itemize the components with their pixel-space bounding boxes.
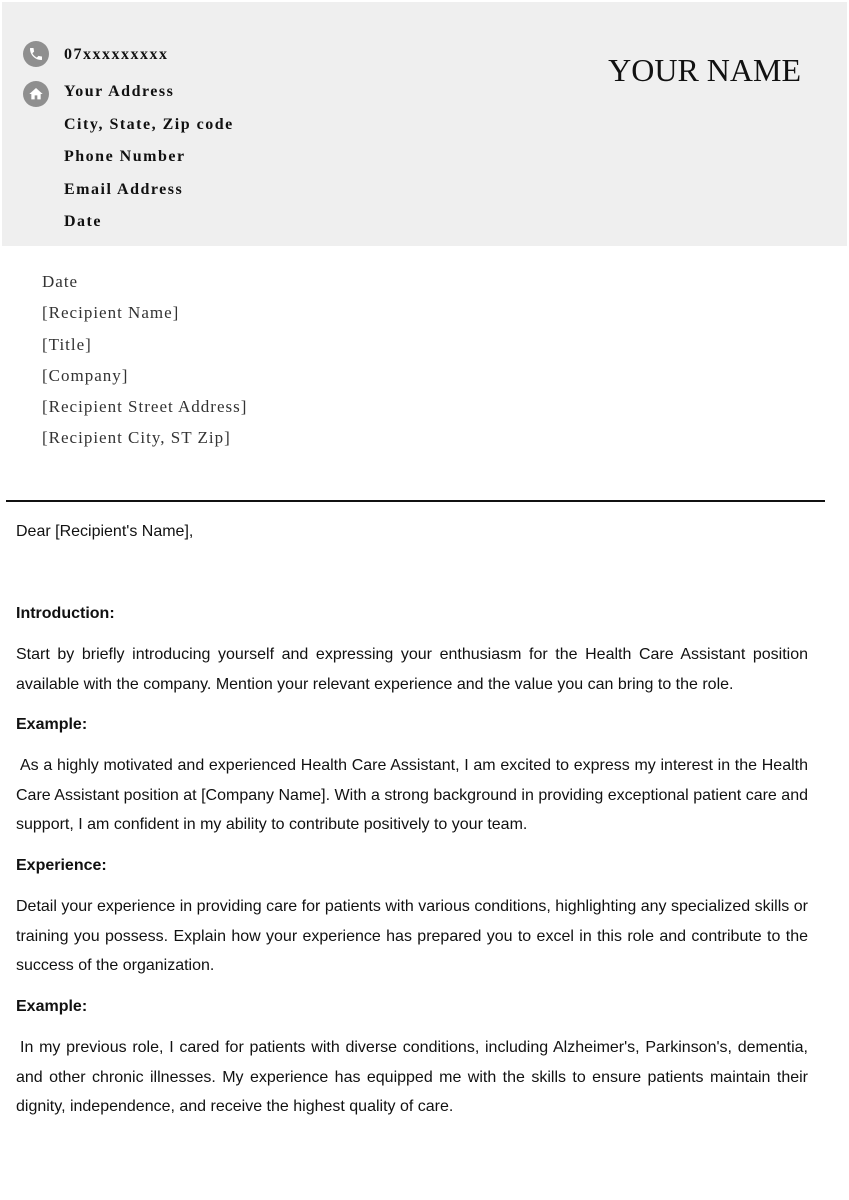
experience-text: Detail your experience in providing care for patients with various conditions, highlighting any specialized skills or training you possess. Explain how your experience has prepared you to excel in this role and contribute to the success of the organization. <box>16 898 808 974</box>
recipient-title: [Title] <box>42 335 92 354</box>
header-city-state-zip: City, State, Zip code <box>64 116 234 133</box>
sender-name: YOUR NAME <box>608 52 801 88</box>
recipient-name: [Recipient Name] <box>42 303 180 322</box>
intro-text: Start by briefly introducing yourself and expressing your enthusiasm for the Health Care Assistant position available with the company. Mention your relevant experience and the value you can bring to the role. <box>16 646 808 693</box>
divider-line <box>6 500 825 502</box>
recipient-street: [Recipient Street Address] <box>42 397 248 416</box>
example2-paragraph <box>16 1033 808 1122</box>
experience-heading-text: Experience: <box>16 857 107 874</box>
intro-heading-text: Introduction: <box>16 605 115 622</box>
experience-paragraph <box>16 892 808 981</box>
header-email-address: Email Address <box>64 181 184 198</box>
header-date: Date <box>64 213 102 230</box>
intro-heading <box>16 599 808 629</box>
recipient-city: [Recipient City, ST Zip] <box>42 428 231 447</box>
header-address: Your Address <box>64 83 175 100</box>
example2-heading-text: Example: <box>16 998 88 1015</box>
example1-paragraph <box>16 751 808 840</box>
example2-heading <box>16 992 808 1022</box>
home-icon <box>23 81 49 107</box>
example2-text: In my previous role, I cared for patients with diverse conditions, including Alzheimer's, Parkinson's, dementia, and other chronic illnesses. My experience has equipped me with the skills to ensure patients maintain their dignity, independence, and receive the highest quality of care. <box>16 1039 808 1115</box>
experience-heading <box>16 851 808 881</box>
salutation: Dear [Recipient's Name], <box>16 523 194 540</box>
header-phone-short: 07xxxxxxxxx <box>64 46 169 63</box>
header-phone-number: Phone Number <box>64 148 186 165</box>
recipient-company: [Company] <box>42 366 129 385</box>
recipient-date: Date <box>42 272 79 291</box>
example1-heading <box>16 710 808 740</box>
example1-heading-text: Example: <box>16 716 88 733</box>
example1-text: As a highly motivated and experienced Health Care Assistant, I am excited to express my interest in the Health Care Assistant position at [Company Name]. With a strong background in providing exceptional patient care and support, I am confident in my ability to contribute positively to your team. <box>16 757 808 833</box>
phone-icon <box>23 41 49 67</box>
intro-paragraph <box>16 640 808 699</box>
